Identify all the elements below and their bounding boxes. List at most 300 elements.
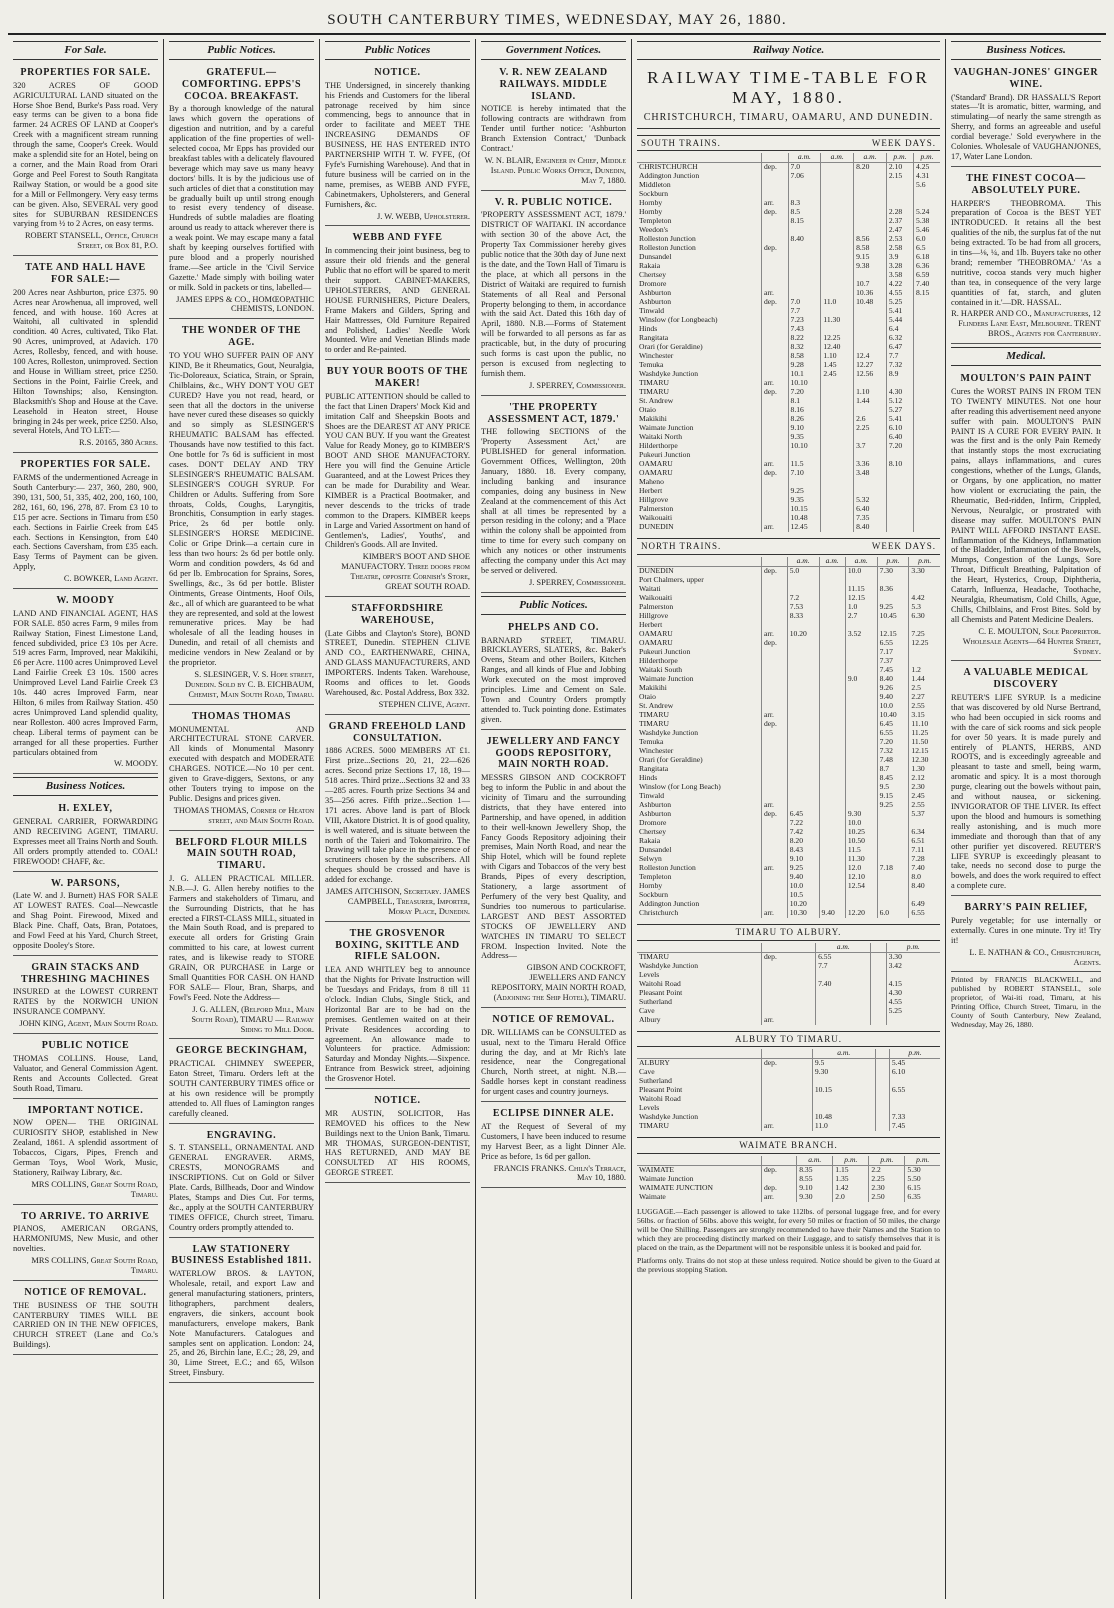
train-time: 1.45 [821,361,854,370]
train-time [819,738,845,747]
station-name: Chertsey [637,271,762,280]
station-name: Herbert [637,487,762,496]
albury-timaru-header: ALBURY TO TIMARU. [637,1031,940,1048]
train-time: 1.44 [911,674,925,684]
train-time: 8.20 [854,163,887,173]
ad-signature: J. SPERREY, Commissioner. [528,380,626,390]
train-time: 7.20 [788,388,821,397]
ad-title: PHELPS AND CO. [508,621,599,633]
advertisement [481,399,626,593]
train-time: 5.44 [886,316,913,325]
train-time: 5.12 [886,397,913,406]
station-name: Weedon's [637,226,762,235]
advertisement [951,664,1101,896]
train-time [875,1104,889,1113]
station-name: Herbert [637,621,762,630]
train-time: 8.9 [886,370,913,379]
train-time [819,792,845,801]
train-time: 2.28 [886,208,913,217]
train-time: 4.55 [888,996,902,1006]
train-time [819,729,845,738]
advertisement [325,600,470,715]
train-time: 4.25 [916,162,930,172]
train-time [821,415,854,424]
train-time: 10.20 [787,630,819,639]
train-time [819,720,845,729]
arr-dep-marker: dep. [762,388,789,397]
ad-title: NOTICE. [374,1095,421,1107]
train-time: 4.30 [886,388,913,397]
week-days-label: WEEK DAYS. [871,541,936,552]
ads-list [13,64,158,774]
ad-title: BELFORD FLOUR MILLS MAIN SOUTH ROAD, TIMARU. [175,836,308,872]
ad-body: PRACTICAL CHIMNEY SWEEPER, Eaton Street, Timaru. Orders left at the SOUTH CANTERBURY TIMES office or at his own residence will be promptly attended to. All flues of Lamington ranges carefully cleaned. [169,1059,314,1118]
arr-dep-marker [762,334,789,343]
train-time: 6.10 [886,424,913,433]
train-time: 6.35 [907,1191,921,1201]
train-time: 9.25 [787,864,819,873]
station-name: Temuka [637,361,762,370]
train-time [819,684,845,693]
station-name: Washdyke Junction [637,370,762,379]
train-time: 12.25 [911,638,929,648]
train-time [854,307,887,316]
station-name: Palmerston [637,603,762,612]
station-name: Dunsandel [637,253,762,262]
train-time: 2.25 [854,424,887,433]
ad-body: 1886 ACRES. 5000 MEMBERS AT £1. First prize...Sections 20, 21, 22—626 acres. Second prize Sections 17, 18, 19—518 acres. Third prize...Sections 32 and 33—285 acres. Fourth prize Sections 34 and 35—256 acres. Fifth prize...Section 1—171 acres. Above land is part of Block VIII, Akatore District. It is of good quality, is well watered, and is situate between the north of the Taieri and Tokomairiro. The Drawing will take place in the presence of scrutineers chosen by the subscribers. All cheques should be crossed and have is added for exchange. [325,746,470,885]
station-name: Winslow (for Long Beach) [637,783,762,792]
station-name: Levels [637,1104,762,1113]
train-time: 9.35 [788,496,821,505]
arr-dep-marker [762,729,788,738]
train-time [914,415,940,424]
station-name: St. Andrew [637,702,762,711]
arr-dep-marker [762,783,788,792]
station-name: WAIMATE [637,1165,762,1175]
advertisement [325,363,470,597]
train-time: 6.15 [907,1182,921,1192]
train-time: 7.32 [877,747,909,756]
train-time [909,648,940,657]
train-time [877,891,909,900]
column-head: Public Notices. [481,596,626,615]
ad-title: THE WONDER OF THE AGE. [181,325,302,349]
ads-list [951,64,1101,344]
train-time: 8.40 [788,235,821,244]
train-time [875,1059,889,1069]
train-time [845,729,877,738]
train-time [875,1095,889,1104]
train-time: 10.36 [854,289,887,298]
train-time: 6.0 [916,234,926,244]
train-time: 8.32 [788,343,821,352]
station-name: TIMARU [637,379,762,388]
train-time [914,370,940,379]
advertisement [325,718,470,922]
arr-dep-marker [762,756,788,765]
ad-body: THE BUSINESS OF THE SOUTH CANTERBURY TIMES WILL BE CARRIED ON IN THE NEW OFFICES, CHURCH STREET (Lane and Co.'s Buildings). [13,1300,158,1350]
station-name: Temuka [637,738,762,747]
advertisement [169,322,314,704]
train-time [819,882,845,891]
advertisement [951,899,1101,972]
train-time [821,397,854,406]
train-time: 12.30 [911,755,929,765]
column-railway-notice [632,39,946,1599]
arr-dep-marker [762,648,788,657]
timetable-row [637,783,940,792]
train-time [886,496,913,505]
timetable-header-cell: p.m. [886,943,940,953]
platform-notice: Platforms only. Trains do not stop at these unless required. Notice should be given to the Guard at the previous stopping Station. [637,1255,940,1274]
train-time [787,792,819,801]
train-time: 11.5 [788,460,821,469]
timetable-header-row [637,1156,940,1166]
column-head: Railway Notice. [637,41,940,60]
arr-dep-marker [762,352,789,361]
train-time [819,828,845,837]
train-time: 7.43 [788,325,821,334]
arr-dep-marker [762,307,789,316]
arr-dep-marker [762,433,789,442]
train-time [788,262,821,271]
train-time: 8.36 [877,585,909,594]
arr-dep-marker [762,1068,813,1077]
ad-signature: C. E. MOULTON, Sole Proprietor. Wholesale Agents—64 Hunter Street, Sydney. [962,626,1101,656]
timetable-header-cell: p.m. [905,1156,940,1166]
train-time: 7.06 [788,172,821,181]
ad-title: V. R. PUBLIC NOTICE. [494,196,613,208]
train-time: 3.48 [854,469,887,478]
train-time [886,469,913,478]
arr-dep-marker [762,576,788,585]
station-name: Ashburton [637,289,762,298]
train-time [914,523,940,532]
train-time: 1.35 [833,1175,869,1184]
train-time [821,271,854,280]
train-time [845,756,877,765]
ad-title: V. R. NEW ZEALAND RAILWAYS. MIDDLE ISLAND. [499,66,608,102]
train-time [819,810,845,819]
train-time: 10.15 [788,505,821,514]
train-time [821,424,854,433]
train-time: 7.23 [788,316,821,325]
train-time: 6.4 [886,325,913,334]
train-time: 8.0 [911,872,921,882]
train-time: 1.2 [911,665,921,675]
timetable-header-cell: a.m. [816,943,871,953]
train-time [787,783,819,792]
station-name: Waimate Junction [637,675,762,684]
ad-title: MOULTON'S PAIN PAINT [960,373,1092,385]
timaru-albury-table [637,943,940,1025]
station-name: Winchester [637,747,762,756]
column-government-notices [476,39,632,1599]
ad-signature: J. SPERREY, Commissioner. [528,577,626,587]
train-time: 2.10 [886,163,913,173]
train-time [819,819,845,828]
arr-dep-marker [762,774,788,783]
station-name: Winchester [637,352,762,361]
ads-list [481,64,626,593]
arr-dep-marker [762,271,789,280]
train-time [821,208,854,217]
train-time: 10.15 [812,1086,875,1095]
station-name: Orari (for Geraldine) [637,756,762,765]
timetable-header-cell: a.m. [788,153,821,163]
station-name: Cave [637,1068,762,1077]
train-time: 10.5 [787,891,819,900]
arr-dep-marker [762,361,789,370]
train-time: 7.53 [787,603,819,612]
arr-dep-marker [762,1077,813,1086]
waimate-branch-table [637,1156,940,1202]
arr-dep-marker [762,442,789,451]
train-time [787,756,819,765]
timetable-row [637,729,940,738]
train-time: 10.0 [787,882,819,891]
train-time [877,846,909,855]
station-name: Addington Junction [637,900,762,909]
station-name: Waimate [637,1193,762,1202]
train-time: 10.0 [845,819,877,828]
station-name: Makikihi [637,415,762,424]
train-time: 10.50 [845,837,877,846]
ad-title: THE FINEST COCOA—ABSOLUTELY PURE. [966,172,1086,196]
train-time [788,253,821,262]
arr-dep-marker [762,487,789,496]
station-name: Washdyke Junction [637,962,762,971]
train-time: 6.30 [911,611,925,621]
train-time [821,388,854,397]
advertisement [951,64,1101,167]
train-time [914,451,940,460]
train-time: 7.42 [787,828,819,837]
station-name: DUNEDIN [637,523,762,532]
timetable-row [637,505,940,514]
arr-dep-marker: arr. [762,523,789,532]
ad-body: NOTICE is hereby intimated that the following contracts are withdrawn from Tender until further notice: 'Ashburton Branch Extension Contract,' 'Dunback Contract.' [481,104,626,153]
train-time [914,424,940,433]
arr-dep-marker [762,765,788,774]
train-time: 12.0 [845,864,877,873]
station-name: TIMARU [637,711,762,720]
train-time: 12.40 [821,343,854,352]
train-time [914,379,940,388]
arr-dep-marker: arr. [762,909,788,918]
arr-dep-marker [762,747,788,756]
train-time [886,1016,940,1025]
train-time [821,235,854,244]
train-time [788,181,821,190]
timetable-row [637,711,940,720]
train-time: 8.56 [854,235,887,244]
train-time [819,666,845,675]
train-time: 2.50 [869,1193,905,1202]
train-time: 7.32 [886,361,913,370]
train-time: 6.40 [854,505,887,514]
train-time [854,172,887,181]
arr-dep-marker [762,980,816,989]
train-time: 1.15 [833,1165,869,1175]
arr-dep-marker [762,505,789,514]
ad-body: 200 Acres near Ashburton, price £375. 90 Acres near Arowhenua, all improved, well fenced, and with house. 160 Acres at Waitohi, all cultivated in splendid condition. 40 Acres, cultivated, Tiko Flat. 90 Acres, unimproved, at Adavich. 170 Acres, Rollesby, fenced, and with house. 100 Acres, Rolleston, unimproved. Section and House in William street, price £250. Sections in the Point, Fairlie Creek, and Hilton Townships; also, Kensington. Blacksmith's Shop and House at the Cave. Leasehold in Heaton street, House bringing in 24s per week, price £250. Also, several Hotels, And TO LET:— [13,287,158,436]
arr-dep-marker: dep. [762,639,788,648]
advertisement [169,708,314,831]
station-name: Port Chalmers, upper [637,576,762,585]
train-time [877,873,909,882]
train-time [889,1095,940,1104]
timetable-row [637,738,940,747]
ad-title: WEBB AND FYFE [352,232,443,244]
train-time [821,190,854,199]
train-time: 7.45 [877,666,909,675]
train-time: 7.7 [788,307,821,316]
train-time: 12.27 [854,361,887,370]
train-time: 10.0 [845,567,877,577]
train-time: 5.3 [911,602,921,612]
train-time [819,675,845,684]
arr-dep-marker [762,998,816,1007]
train-time [845,711,877,720]
train-time: 3.58 [886,271,913,280]
arr-dep-marker: arr. [762,1122,813,1131]
station-name: Hinds [637,325,762,334]
ad-body: LEA AND WHITLEY beg to announce that the Nights for Private Instruction will be Tuesdays and Fridays, from 8 till 11 o'clock. Indian Clubs, Single Stick, and Horizontal Bar are to be had on the premises. Gentlemen waited on at their Private Residences according to agreement. An allowance made to Volunteers for practice. Admission: Saturday and Monday Nights.—Sixpence. Entrance from Beswick street, adjoining the Grosvenor Hotel. [325,965,470,1084]
train-time [819,603,845,612]
train-time: 4.31 [916,171,930,181]
train-time [845,891,877,900]
ad-title: W. MOODY [56,595,115,607]
ad-title: NOTICE OF REMOVAL. [492,1013,615,1025]
train-time: 2.45 [821,370,854,379]
timetable-row [637,478,940,487]
station-name: Hillgrove [637,496,762,505]
train-time [787,711,819,720]
train-time: 8.43 [787,846,819,855]
train-time: 2.7 [845,612,877,621]
train-time: 2.53 [886,235,913,244]
train-time [821,469,854,478]
train-time [819,711,845,720]
timetable-row [637,370,940,379]
ad-body: 'PROPERTY ASSESSMENT ACT, 1879.' DISTRICT OF WAITAKI. IN accordance with section 30 of the above Act, the Property Tax Commissioner hereby gives public notice that the 30th day of June next is the date, and the Town Hall of Timaru is the place, at which all persons in the District of Waitaki are required to furnish Statements of all Real and Personal Property belonging to them, in accordance with the said Act. Dated this 16th day of April, 1880. N.B.—Forms of Statement will be forwarded to all persons as far as practicable, but, in the duty of procuring such forms is cast upon the public, no person is excused from neglecting to furnish them. [481,210,626,378]
train-time: 8.40 [877,675,909,684]
timetable-header-cell: a.m. [821,153,854,163]
train-time: 6.51 [911,836,925,846]
train-time [871,962,886,971]
train-time [845,747,877,756]
timetable-row [637,648,940,657]
column-head: Business Notices. [951,41,1101,60]
train-time [819,621,845,630]
timetable-row [637,846,940,855]
train-time [914,352,940,361]
ad-body: PIANOS, AMERICAN ORGANS, HARMONIUMS, New Music, and other novelties. [13,1224,158,1254]
ad-title: PUBLIC NOTICE [41,1040,130,1052]
train-time: 3.52 [845,630,877,639]
arr-dep-marker [762,846,788,855]
train-time: 8.58 [854,244,887,253]
ad-body: LAND AND FINANCIAL AGENT, HAS FOR SALE. 850 acres Farm, 9 miles from Railway Station, Finest Limestone Land, fenced subdivided, price £3 10s per Acre. 519 acres Farm, Improved, near Makikihi, £6 per Acre. 1100 acres Unimproved Level Land Fairlie Creek £3 10s. 1500 acres Unimproved Level Land Fairlie Creek £3 10s. 440 acres Improved Farm, near Hilton, 6 miles from Railway Station. 450 acres Unimproved Land splendid quality, near Rolleston. 400 acres Improved Farm, cheap. Liberal terms of payment can be arranged for all these properties. Further particulars obtained from [13,608,158,757]
train-time [914,190,940,199]
column-head: Public Notices [325,41,470,60]
train-time: 9.25 [877,603,909,612]
train-time: 7.7 [816,962,871,971]
albury-timaru-table [637,1049,940,1131]
advertisement [169,834,314,1040]
train-time: 6.5 [916,243,926,253]
train-time: 2.47 [886,226,913,235]
train-time [821,280,854,289]
train-time: 8.15 [788,217,821,226]
train-time: 5.32 [854,496,887,505]
ad-title: 'THE PROPERTY ASSESSMENT ACT, 1879.' [487,401,620,425]
station-name: Washdyke Junction [637,729,762,738]
station-name: Waikouaiti [637,594,762,603]
ads-list [951,370,1101,972]
arr-dep-marker: dep. [762,244,789,253]
station-name: OAMARU [637,630,762,639]
train-time: 3.30 [911,566,925,576]
train-time: 1.42 [833,1184,869,1193]
arr-dep-marker [762,325,789,334]
station-name: TIMARU [637,388,762,397]
train-time [845,684,877,693]
train-time: 9.5 [812,1059,875,1069]
arr-dep-marker [762,989,816,998]
column-head: Medical. [951,347,1101,366]
ad-signature: R.S. 20165, 380 Acres. [79,438,158,448]
station-name: Waitaki North [637,433,762,442]
train-time [914,406,940,415]
train-time: 1.30 [911,764,925,774]
timetable-row [637,900,940,909]
station-name: Waikouaiti [637,514,762,523]
train-time: 6.55 [891,1085,906,1095]
ad-signature: JAMES AITCHISON, Secretary. JAMES CAMPBELL, Treasurer, Importer, Moray Place, Dunedin. [326,887,470,916]
train-time: 5.27 [886,406,913,415]
train-time [819,864,845,873]
train-time: 9.40 [787,873,819,882]
advertisement [13,1284,158,1355]
train-time [845,738,877,747]
train-time [845,693,877,702]
train-time [819,783,845,792]
train-time: 2.2 [869,1165,905,1175]
train-time: 3.30 [888,951,902,961]
train-time: 8.3 [788,199,821,208]
station-name: WAIMATE JUNCTION [637,1184,762,1193]
train-time [821,523,854,532]
train-time: 10.0 [877,702,909,711]
train-time: 5.25 [888,1005,902,1015]
train-time [914,325,940,334]
train-time [914,397,940,406]
station-name: Winslow (for Longbeach) [637,316,762,325]
ad-signature: JOHN KING, Agent, Main South Road. [19,1019,158,1029]
train-time: 9.35 [788,433,821,442]
timetable-header-cell [762,1156,797,1166]
arr-dep-marker [762,882,788,891]
train-time: 2.55 [911,701,925,711]
arr-dep-marker [762,478,789,487]
train-time: 5.24 [916,207,930,217]
advertisement [325,925,470,1089]
arr-dep-marker [762,181,789,190]
train-time: 2.30 [869,1184,905,1193]
